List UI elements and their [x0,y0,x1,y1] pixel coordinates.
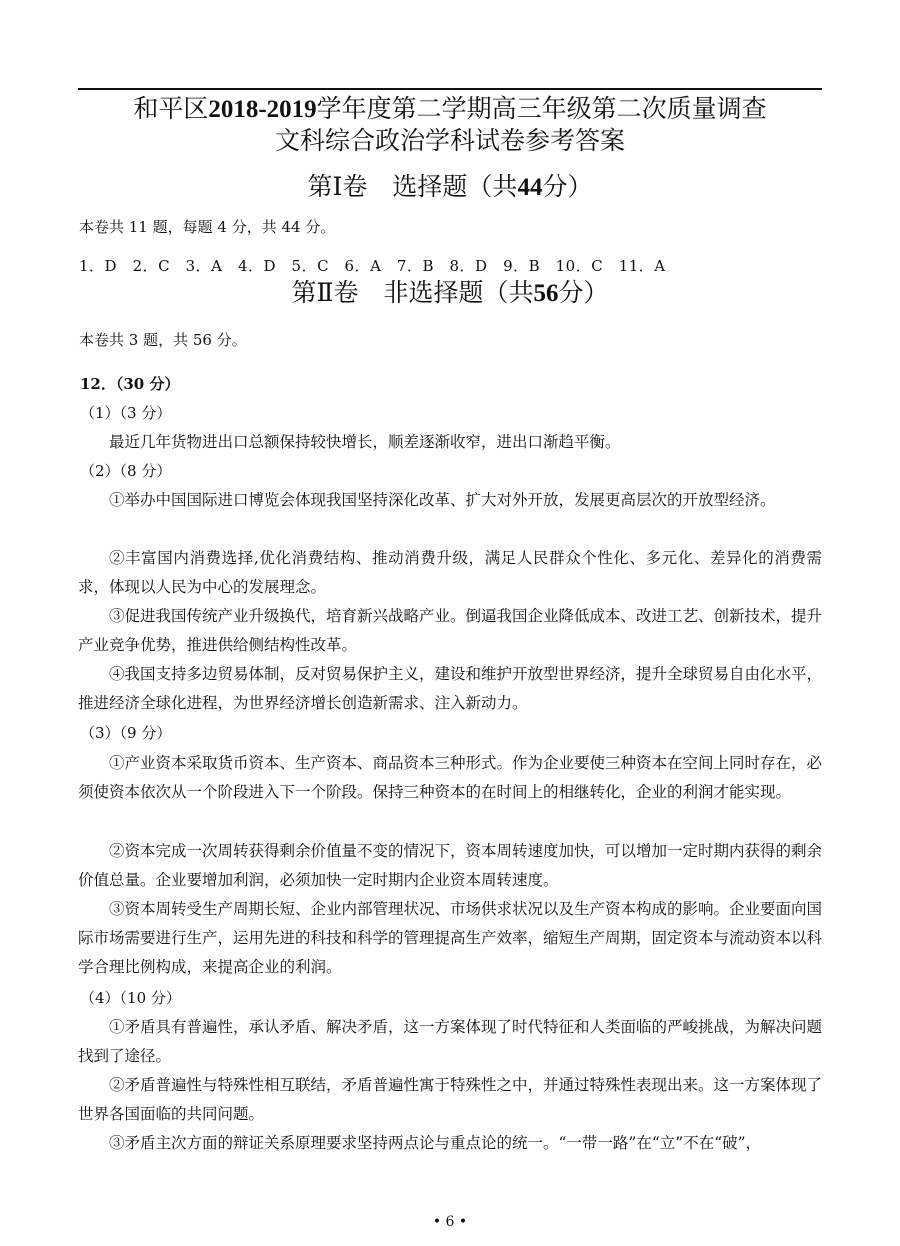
sub2-para-3: ③促进我国传统产业升级换代，培育新兴战略产业。倒逼我国企业降低成本、改进工艺、创新技术，提升产业竞争优势，推进供给侧结构性改革。 [78,607,823,654]
sub3-para-1: ①产业资本采取货币资本、生产资本、商品资本三种形式。作为企业要使三种资本在空间上同时存在，必须使资本依次从一个阶段进入下一个阶段。保持三种资本的在时间上的相继转化，企业的利润才能实现。 [78,754,823,801]
sub3-para-2: ②资本完成一次周转获得剩余价值量不变的情况下，资本周转速度加快，可以增加一定时期内获得的剩余价值总量。企业要增加利润，必须加快一定时期内企业资本周转速度。 [78,842,823,889]
sub4-para-3: ③矛盾主次方面的辩证关系原理要求坚持两点论与重点论的统一。“一带一路”在“立”不在“破”， [109,1134,762,1152]
sub4-label: （4）（10 分） [80,989,181,1007]
sub2-para-4: ④我国支持多边贸易体制，反对贸易保护主义，建设和维护开放型世界经济，提升全球贸易自由化水平，推进经济全球化进程，为世界经济增长创造新需求、注入新动力。 [78,665,823,712]
sub3-para-3: ③资本周转受生产周期长短、企业内部管理状况、市场供求状况以及生产资本构成的影响。企业要面向国际市场需要进行生产，运用先进的科技和科学的管理提高生产效率，缩短生产周期，固定资本与流动资本以科学合理比例构成，来提高企业的利润。 [78,900,823,976]
header-rule [78,88,822,90]
sub2-para-2: ②丰富国内消费选择,优化消费结构、推动消费升级，满足人民群众个性化、多元化、差异化的消费需求，体现以人民为中心的发展理念。 [78,549,822,596]
sub2-label: （2）（8 分） [80,462,172,480]
question-12-label: 12．（30 分） [80,375,180,393]
part2-heading: 第Ⅱ卷 非选择题（共56分） [291,278,609,307]
part1-answer-key: 1．D 2．C 3．A 4．D 5．C 6．A 7．B 8．D 9．B 10．C 11．A [79,257,666,275]
sub1-label: （1）（3 分） [80,404,172,422]
sub4-para-1: ①矛盾具有普遍性，承认矛盾、解决矛盾，这一方案体现了时代特征和人类面临的严峻挑战，为解决问题找到了途径。 [78,1018,823,1065]
part1-description: 本卷共 11 题，每题 4 分，共 44 分。 [79,218,336,236]
doc-title-line2: 文科综合政治学科试卷参考答案 [274,126,625,155]
part2-description: 本卷共 3 题，共 56 分。 [79,331,247,349]
sub3-label: （3）（9 分） [80,724,172,742]
doc-title-line1: 和平区2018-2019学年度第二学期高三年级第二次质量调查 [133,94,767,123]
sub4-para-2: ②矛盾普遍性与特殊性相互联结，矛盾普遍性寓于特殊性之中，并通过特殊性表现出来。这一方案体现了世界各国面临的共同问题。 [78,1076,823,1123]
page-number: • 6 • [432,1214,468,1230]
sub1-para-1: 最近几年货物进出口总额保持较快增长，顺差逐渐收窄，进出口渐趋平衡。 [109,433,621,451]
sub2-para-1: ①举办中国国际进口博览会体现我国坚持深化改革、扩大对外开放，发展更高层次的开放型经济。 [109,491,776,509]
part1-heading: 第Ⅰ卷 选择题（共44分） [307,172,593,201]
